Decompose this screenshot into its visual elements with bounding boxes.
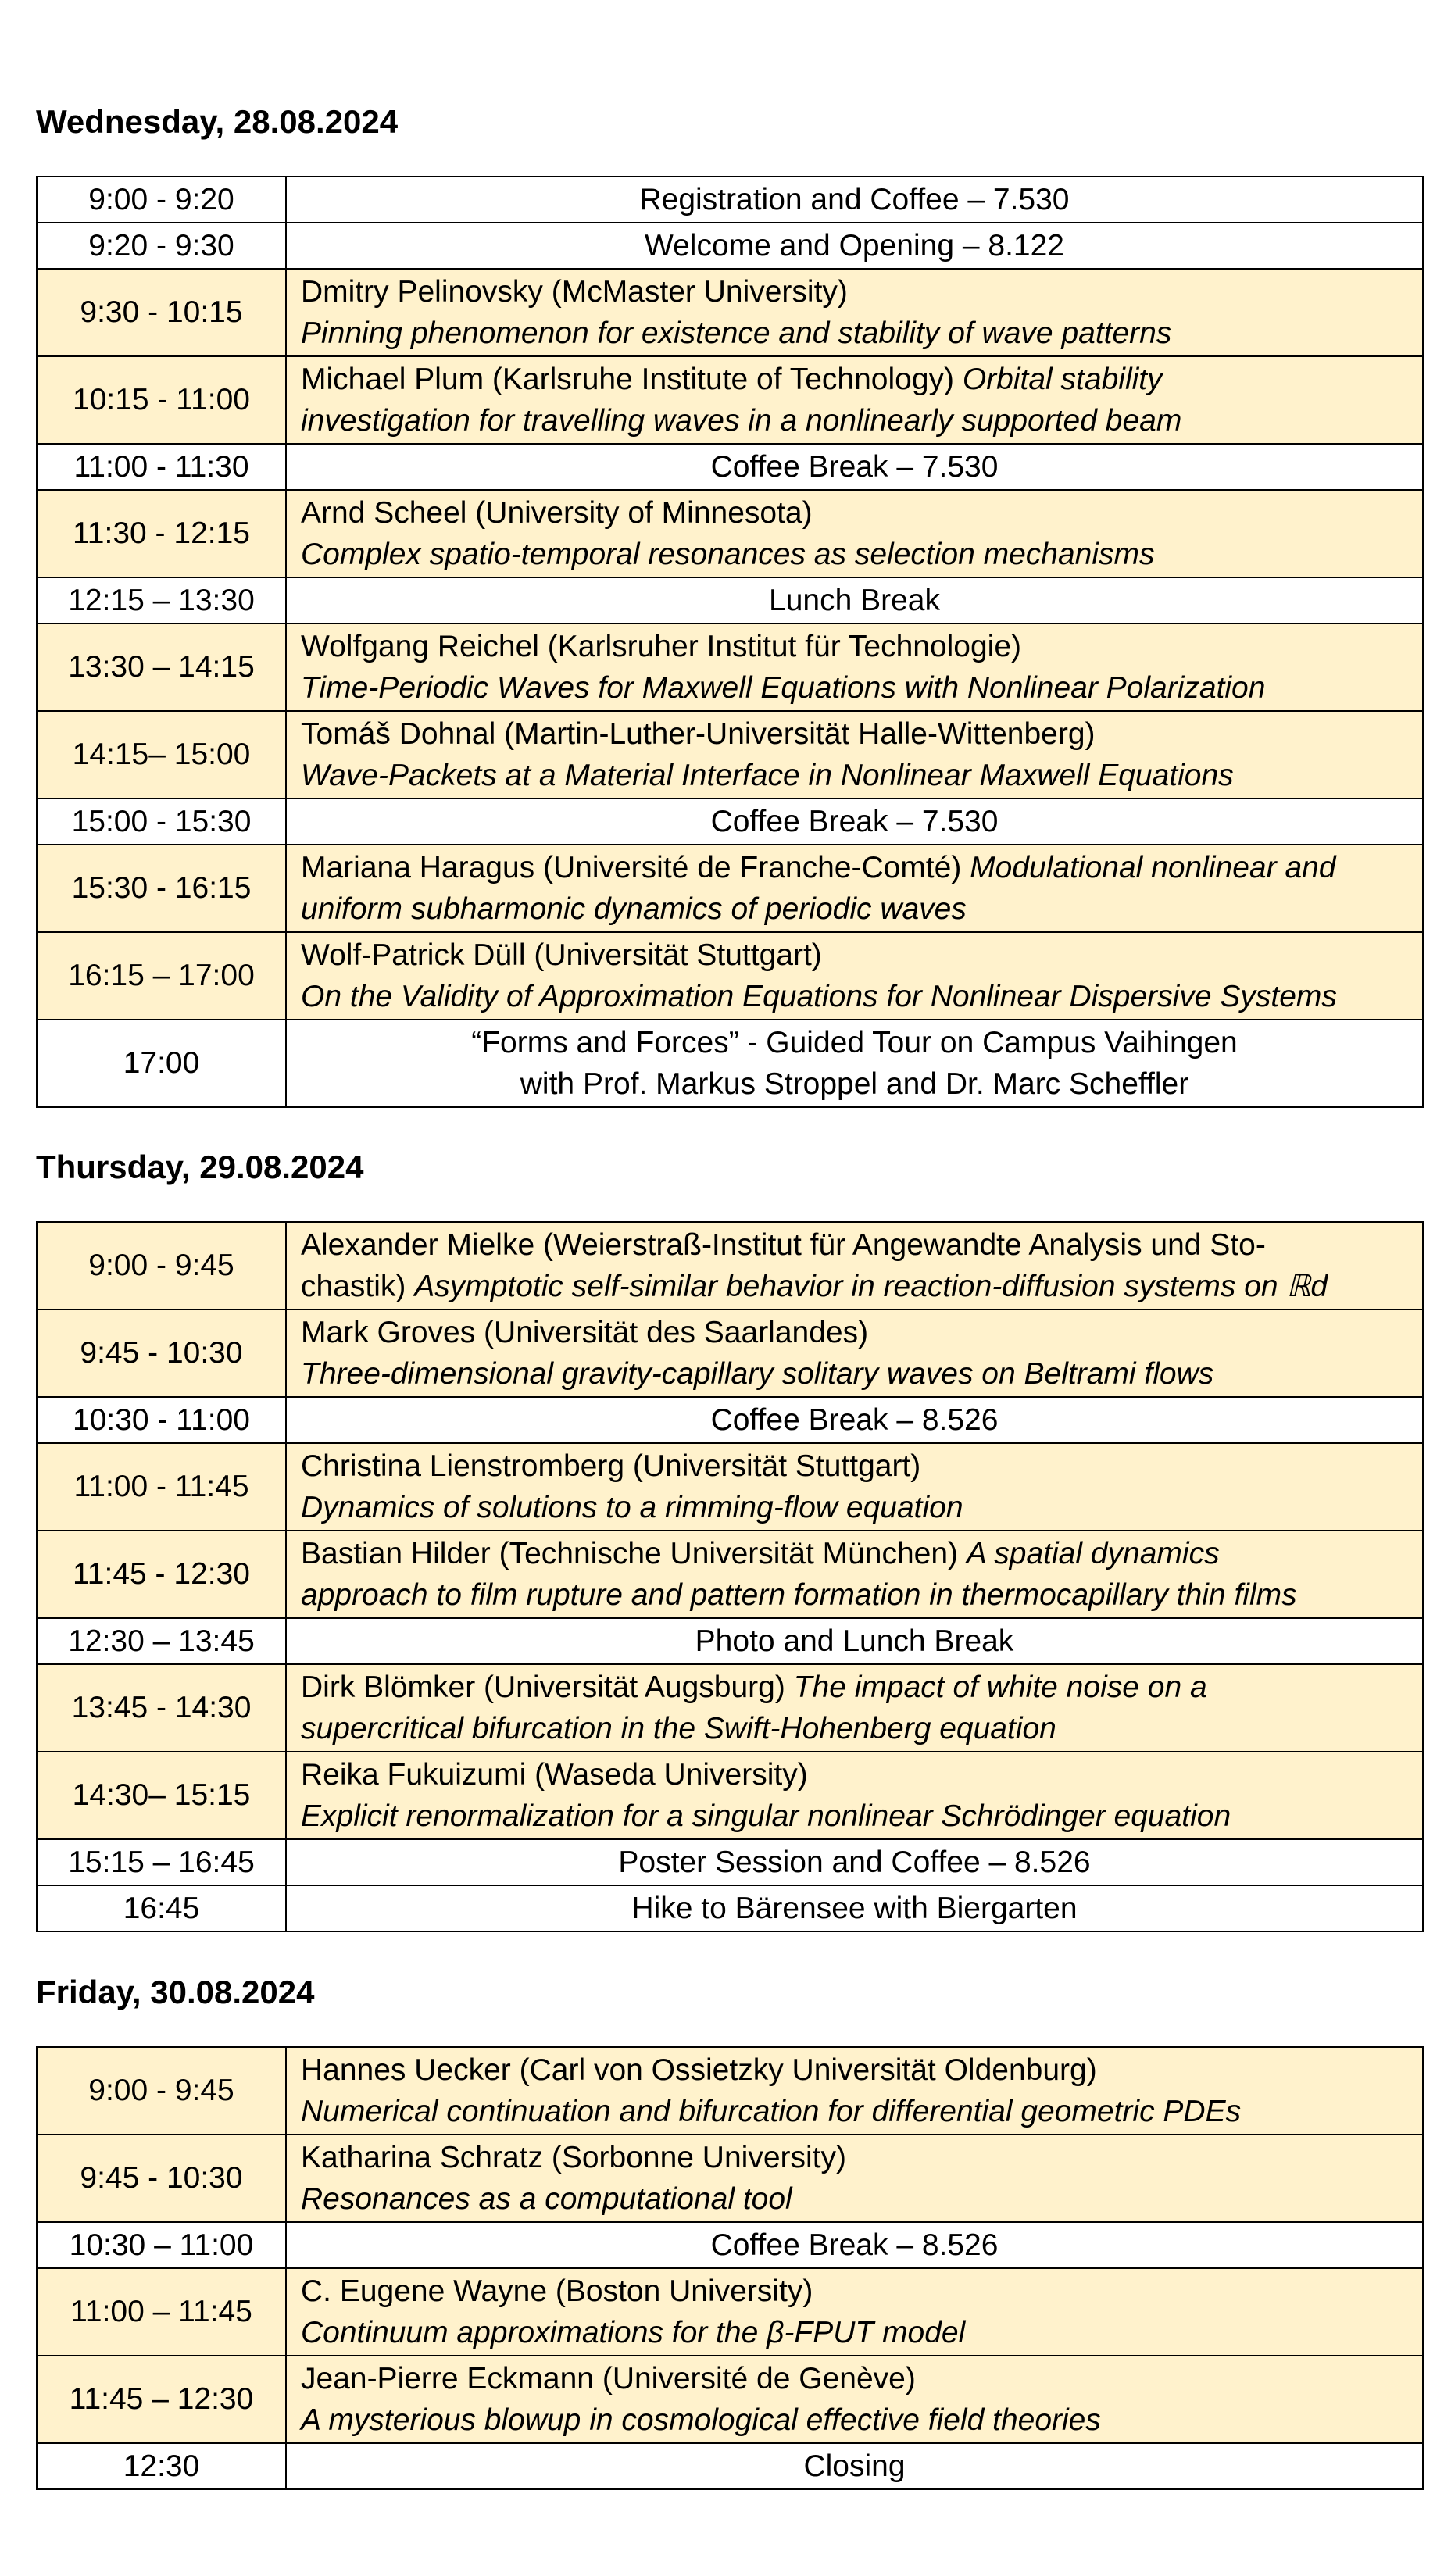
time-cell — [37, 356, 286, 444]
event-label: Coffee Break – 8.526 — [710, 1403, 999, 1437]
speaker-name: Mariana Haragus (Université de Franche-Comté) — [301, 851, 962, 884]
time-cell — [37, 177, 286, 223]
time-label: 15:00 - 15:30 — [71, 804, 252, 838]
talk-title: Explicit renormalization for a singular nonlinear Schrödinger equation — [301, 1799, 1231, 1833]
talk-row — [37, 845, 1423, 932]
talk-title: Wave-Packets at a Material Interface in Nonlinear Maxwell Equations — [301, 759, 1234, 792]
event-cell — [286, 1443, 1423, 1531]
event-cell — [286, 223, 1423, 269]
talk-title: The impact of white noise on a — [793, 1670, 1207, 1704]
talk-title: On the Validity of Approximation Equations for Nonlinear Dispersive Systems — [301, 980, 1337, 1013]
speaker-name: Reika Fukuizumi (Waseda University) — [301, 1758, 808, 1792]
time-label: 10:30 – 11:00 — [69, 2228, 254, 2262]
talk-title: Resonances as a computational tool — [301, 2182, 792, 2216]
speaker-line — [301, 359, 1414, 400]
schedule-table — [36, 176, 1424, 1108]
day-heading: Wednesday, 28.08.2024 — [36, 103, 399, 140]
time-label: 12:30 — [123, 2449, 200, 2483]
time-label: 11:45 - 12:30 — [73, 1557, 250, 1591]
event-label: Welcome and Opening – 8.122 — [645, 229, 1064, 263]
talk-row — [37, 2356, 1423, 2443]
time-cell — [37, 577, 286, 623]
speaker-name: Jean-Pierre Eckmann (Université de Genève) — [301, 2362, 916, 2396]
time-cell — [37, 1839, 286, 1885]
time-label: 13:45 - 14:30 — [71, 1691, 252, 1724]
time-cell — [37, 2047, 286, 2135]
time-cell — [37, 1618, 286, 1664]
time-label: 9:30 - 10:15 — [80, 295, 243, 329]
talk-title: Orbital stability — [962, 363, 1163, 396]
time-cell — [37, 623, 286, 711]
event-cell — [286, 1752, 1423, 1839]
event-cell — [286, 1839, 1423, 1885]
talk-row — [37, 2135, 1423, 2222]
time-label: 14:15– 15:00 — [72, 738, 251, 771]
event-cell — [286, 1664, 1423, 1752]
talk-row — [37, 623, 1423, 711]
talk-row — [37, 1664, 1423, 1752]
day-section — [36, 1970, 1424, 2483]
time-cell — [37, 1885, 286, 1931]
speaker-name: Mark Groves (Universität des Saarlandes) — [301, 1316, 869, 1349]
time-label: 16:45 — [123, 1891, 200, 1925]
event-cell — [286, 1885, 1423, 1931]
talk-title-continued: supercritical bifurcation in the Swift-Hohenberg equation — [301, 1712, 1056, 1745]
time-cell — [37, 845, 286, 932]
event-cell — [286, 1020, 1423, 1107]
time-cell — [37, 269, 286, 356]
time-label: 12:15 – 13:30 — [68, 583, 255, 617]
talk-row — [37, 1531, 1423, 1618]
talk-row — [37, 711, 1423, 799]
time-label: 15:15 – 16:45 — [68, 1845, 255, 1879]
event-cell — [286, 845, 1423, 932]
speaker-name: Alexander Mielke (Weierstraß-Institut für Angewandte Analysis und Sto- — [301, 1228, 1266, 1262]
time-cell — [37, 2443, 286, 2489]
event-label: “Forms and Forces” - Guided Tour on Campus Vaihingen — [471, 1026, 1238, 1059]
time-cell — [37, 444, 286, 490]
time-cell — [37, 799, 286, 845]
talk-row — [37, 490, 1423, 577]
time-label: 13:30 – 14:15 — [68, 650, 255, 684]
event-cell — [286, 932, 1423, 1020]
speaker-name: Wolfgang Reichel (Karlsruher Institut für Technologie) — [301, 630, 1022, 663]
speaker-name: Hannes Uecker (Carl von Ossietzky Universität Oldenburg) — [301, 2053, 1097, 2087]
time-cell — [37, 2356, 286, 2443]
event-cell — [286, 623, 1423, 711]
talk-row — [37, 269, 1423, 356]
speaker-name: Michael Plum (Karlsruhe Institute of Technology) — [301, 363, 955, 396]
speaker-name: Tomáš Dohnal (Martin-Luther-Universität Halle-Wittenberg) — [301, 717, 1096, 751]
event-cell — [286, 2047, 1423, 2135]
session-row — [37, 1397, 1423, 1443]
speaker-line — [301, 847, 1414, 888]
time-label: 11:45 – 12:30 — [69, 2382, 254, 2416]
time-cell — [37, 490, 286, 577]
event-cell — [286, 1222, 1423, 1309]
time-cell — [37, 711, 286, 799]
time-label: 15:30 - 16:15 — [71, 871, 252, 905]
day-section — [36, 100, 1424, 1101]
event-cell — [286, 2222, 1423, 2268]
event-label: Poster Session and Coffee – 8.526 — [618, 1845, 1091, 1879]
talk-title: Time-Periodic Waves for Maxwell Equations with Nonlinear Polarization — [301, 671, 1266, 705]
time-cell — [37, 2222, 286, 2268]
time-label: 11:00 - 11:30 — [73, 449, 249, 484]
event-label: with Prof. Markus Stroppel and Dr. Marc Scheffler — [520, 1067, 1189, 1101]
session-row — [37, 223, 1423, 269]
time-label: 9:00 - 9:20 — [88, 182, 234, 216]
time-label: 10:30 - 11:00 — [73, 1402, 250, 1437]
schedule-table — [36, 2046, 1424, 2490]
session-row — [37, 799, 1423, 845]
event-cell — [286, 577, 1423, 623]
speaker-name: Christina Lienstromberg (Universität Stuttgart) — [301, 1449, 921, 1483]
time-label: 11:30 - 12:15 — [73, 516, 250, 550]
time-label: 12:30 – 13:45 — [68, 1624, 255, 1658]
talk-row — [37, 1309, 1423, 1397]
talk-row — [37, 2268, 1423, 2356]
talk-title: Three-dimensional gravity-capillary solitary waves on Beltrami flows — [301, 1357, 1214, 1391]
day-section — [36, 1145, 1424, 1925]
session-row — [37, 1020, 1423, 1107]
schedule-table — [36, 1221, 1424, 1932]
event-label: Registration and Coffee – 7.530 — [639, 183, 1070, 216]
talk-title: A spatial dynamics — [966, 1537, 1220, 1570]
speaker-line — [301, 1533, 1414, 1574]
session-row — [37, 444, 1423, 490]
event-label: Hike to Bärensee with Biergarten — [631, 1892, 1078, 1925]
time-label: 16:15 – 17:00 — [68, 959, 255, 992]
event-label: Lunch Break — [769, 584, 940, 617]
time-cell — [37, 1020, 286, 1107]
time-cell — [37, 223, 286, 269]
event-label: Closing — [803, 2449, 906, 2483]
event-cell — [286, 1618, 1423, 1664]
talk-title: Dynamics of solutions to a rimming-flow equation — [301, 1491, 963, 1524]
session-row — [37, 2222, 1423, 2268]
talk-title: Complex spatio-temporal resonances as selection mechanisms — [301, 538, 1155, 571]
time-label: 9:00 - 9:45 — [88, 2074, 234, 2107]
time-cell — [37, 1752, 286, 1839]
talk-title-continued: approach to film rupture and pattern formation in thermocapillary thin films — [301, 1578, 1297, 1612]
session-row — [37, 1839, 1423, 1885]
session-row — [37, 577, 1423, 623]
time-cell — [37, 932, 286, 1020]
speaker-name-continued: chastik) — [301, 1270, 406, 1303]
event-label: Coffee Break – 8.526 — [710, 2228, 999, 2262]
session-row — [37, 2443, 1423, 2489]
time-label: 11:00 - 11:45 — [73, 1470, 249, 1503]
session-row — [37, 177, 1423, 223]
event-label: Photo and Lunch Break — [695, 1624, 1014, 1658]
event-cell — [286, 2443, 1423, 2489]
talk-title: Pinning phenomenon for existence and stability of wave patterns — [301, 316, 1172, 350]
speaker-name: Dmitry Pelinovsky (McMaster University) — [301, 275, 848, 309]
event-cell — [286, 444, 1423, 490]
event-cell — [286, 490, 1423, 577]
time-label: 9:45 - 10:30 — [80, 2161, 243, 2195]
talk-title: Asymptotic self-similar behavior in reaction-diffusion systems on ℝd — [414, 1270, 1328, 1303]
talk-row — [37, 1443, 1423, 1531]
event-cell — [286, 2268, 1423, 2356]
time-cell — [37, 1531, 286, 1618]
speaker-name: Dirk Blömker (Universität Augsburg) — [301, 1670, 785, 1704]
speaker-line — [301, 1266, 1414, 1307]
time-cell — [37, 1397, 286, 1443]
session-row — [37, 1885, 1423, 1931]
talk-row — [37, 356, 1423, 444]
event-cell — [286, 1531, 1423, 1618]
talk-title: Modulational nonlinear and — [970, 851, 1336, 884]
time-label: 14:30– 15:15 — [72, 1778, 251, 1812]
time-cell — [37, 1664, 286, 1752]
event-cell — [286, 711, 1423, 799]
day-heading: Thursday, 29.08.2024 — [36, 1149, 364, 1185]
time-label: 9:20 - 9:30 — [88, 228, 234, 263]
time-label: 10:15 - 11:00 — [73, 383, 250, 416]
event-cell — [286, 799, 1423, 845]
talk-row — [37, 1222, 1423, 1309]
time-cell — [37, 2135, 286, 2222]
talk-title: A mysterious blowup in cosmological effective field theories — [301, 2403, 1101, 2437]
session-row — [37, 1618, 1423, 1664]
time-label: 9:45 - 10:30 — [80, 1336, 243, 1370]
event-label: Coffee Break – 7.530 — [710, 805, 999, 838]
talk-row — [37, 1752, 1423, 1839]
event-cell — [286, 1397, 1423, 1443]
event-cell — [286, 269, 1423, 356]
event-cell — [286, 356, 1423, 444]
talk-row — [37, 932, 1423, 1020]
event-cell — [286, 1309, 1423, 1397]
time-cell — [37, 2268, 286, 2356]
speaker-name: Wolf-Patrick Düll (Universität Stuttgart) — [301, 938, 822, 972]
talk-title-continued: investigation for travelling waves in a nonlinearly supported beam — [301, 404, 1182, 438]
talk-title: Continuum approximations for the β-FPUT model — [301, 2316, 966, 2349]
event-cell — [286, 2356, 1423, 2443]
event-cell — [286, 177, 1423, 223]
time-label: 9:00 - 9:45 — [88, 1249, 234, 1282]
day-heading: Friday, 30.08.2024 — [36, 1974, 315, 2010]
event-cell — [286, 2135, 1423, 2222]
time-cell — [37, 1222, 286, 1309]
speaker-name: Bastian Hilder (Technische Universität München) — [301, 1537, 959, 1570]
talk-title: Numerical continuation and bifurcation for differential geometric PDEs — [301, 2095, 1242, 2128]
talk-row — [37, 2047, 1423, 2135]
time-label: 11:00 – 11:45 — [70, 2295, 252, 2328]
time-cell — [37, 1309, 286, 1397]
talk-title-continued: uniform subharmonic dynamics of periodic waves — [301, 892, 967, 926]
time-cell — [37, 1443, 286, 1531]
speaker-name: Katharina Schratz (Sorbonne University) — [301, 2141, 846, 2174]
time-label: 17:00 — [123, 1046, 200, 1080]
speaker-line — [301, 1667, 1414, 1708]
speaker-name: Arnd Scheel (University of Minnesota) — [301, 496, 813, 530]
event-label: Coffee Break – 7.530 — [710, 450, 999, 484]
speaker-name: C. Eugene Wayne (Boston University) — [301, 2274, 813, 2308]
